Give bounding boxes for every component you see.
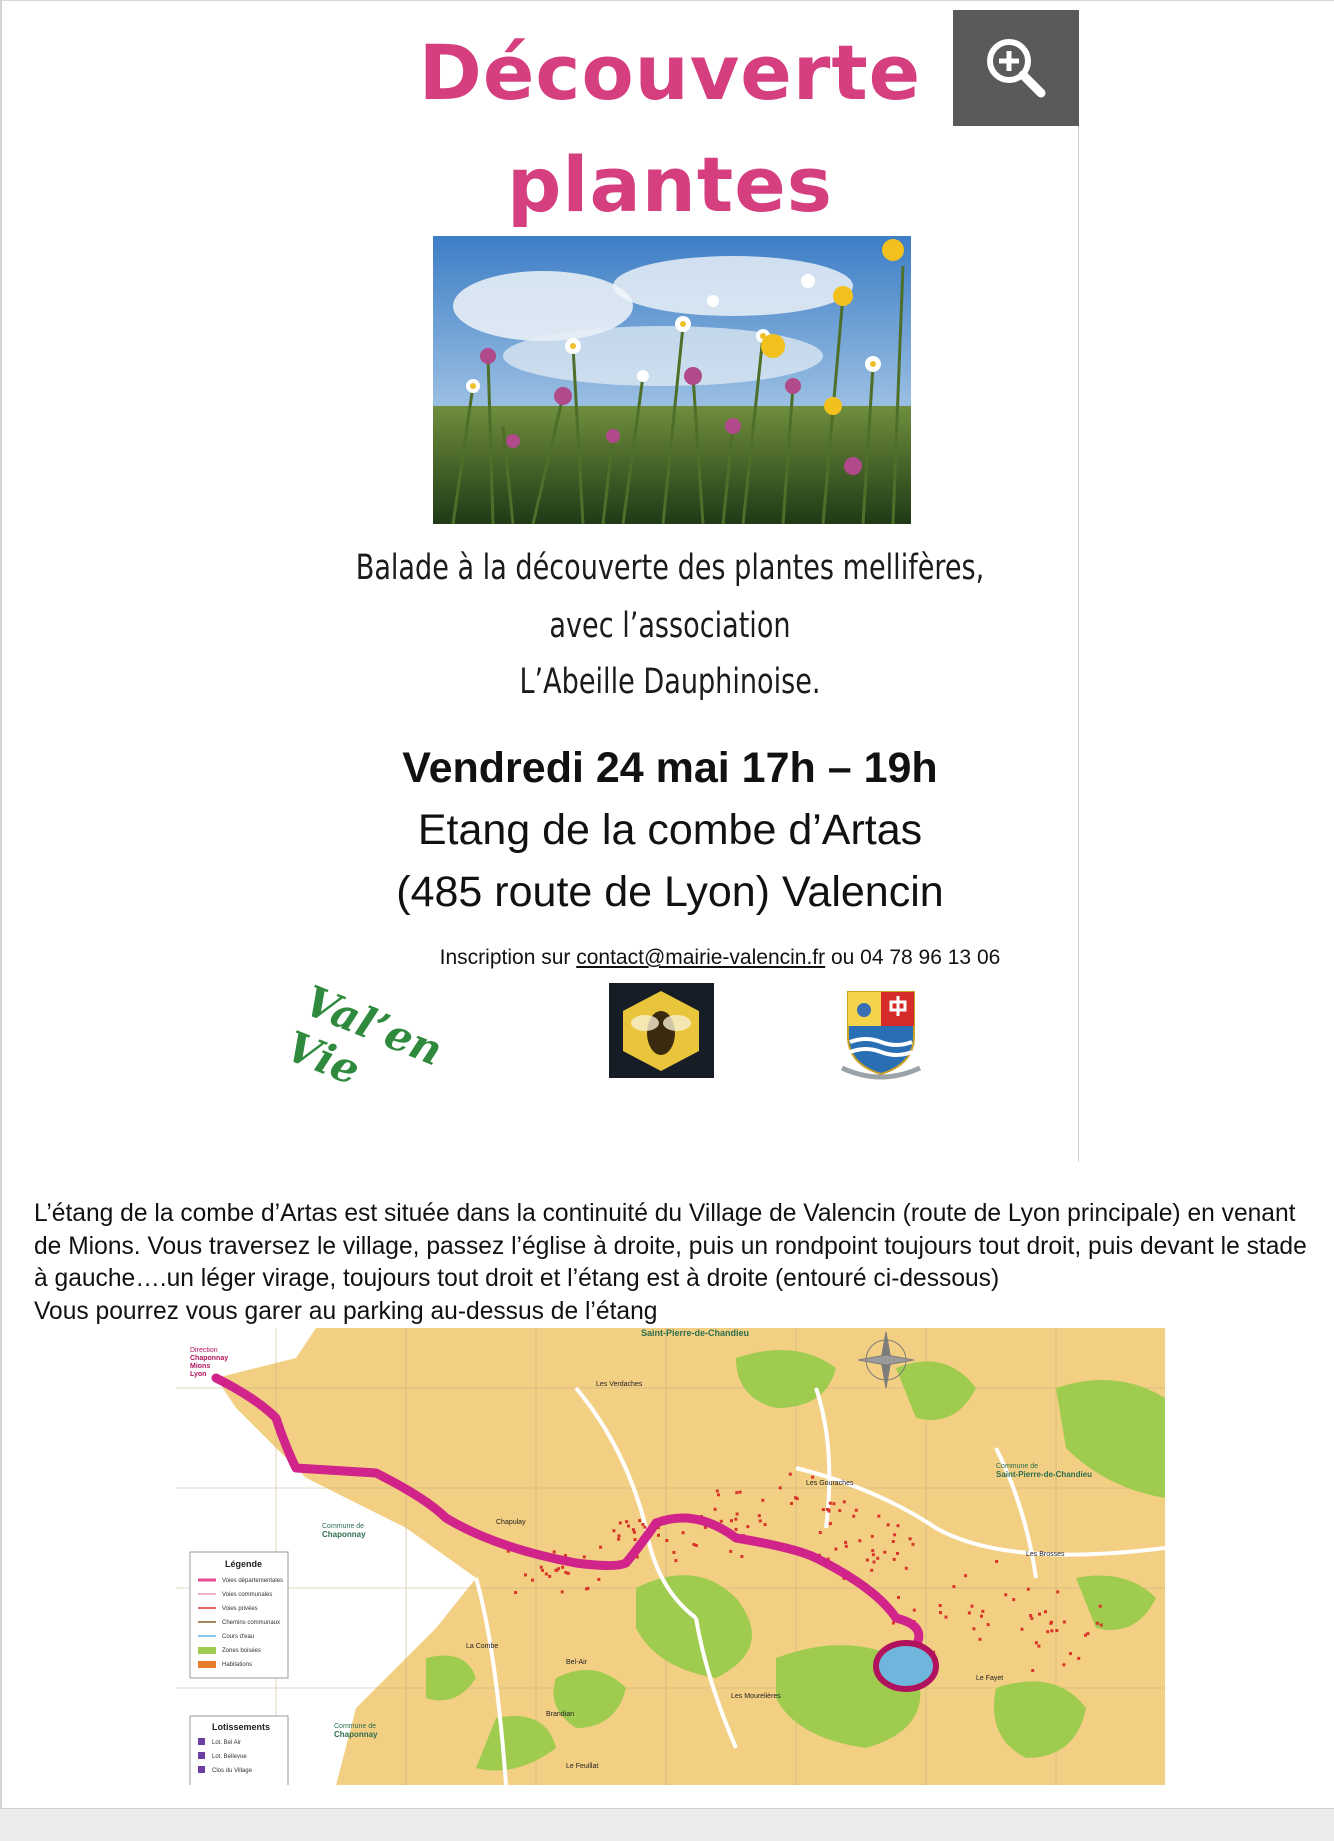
map-house-marker	[834, 1548, 837, 1551]
map-house-marker	[761, 1499, 764, 1502]
map-house-marker	[514, 1591, 517, 1594]
map-house-marker	[829, 1522, 832, 1525]
map-house-marker	[665, 1539, 668, 1542]
poster-description-line-2: avec l’association	[549, 606, 791, 646]
map-place-bel-air: Bel-Air	[566, 1659, 588, 1666]
map-house-marker	[597, 1578, 600, 1581]
map-place-les-verdaches: Les Verdaches	[596, 1381, 643, 1388]
map-house-marker	[987, 1623, 990, 1626]
val-en-vie-logo: Val’en Vie	[279, 976, 450, 1095]
map-lotissements-title: Lotissements	[212, 1722, 271, 1732]
map-house-marker	[672, 1551, 675, 1554]
map-house-marker	[981, 1610, 984, 1613]
map-lotissement-marker	[198, 1752, 205, 1759]
abeille-dauphinoise-logo	[609, 983, 714, 1078]
poster-right-edge	[1078, 10, 1079, 1162]
map-house-marker	[764, 1523, 767, 1526]
window-bottom-bar	[0, 1808, 1334, 1841]
map-house-marker	[980, 1615, 983, 1618]
map-lotissement-item: Clos du Village	[212, 1768, 252, 1774]
map-commune-right-label: Commune de	[996, 1463, 1039, 1470]
map-house-marker	[627, 1525, 630, 1528]
map-house-marker	[642, 1523, 645, 1526]
map-place-la-combe: La Combe	[466, 1643, 499, 1650]
map-house-marker	[897, 1524, 900, 1527]
map-house-marker	[541, 1569, 544, 1572]
map-house-marker	[855, 1509, 858, 1512]
map-house-marker	[734, 1518, 737, 1521]
map-house-marker	[1004, 1593, 1007, 1596]
map-house-marker	[735, 1528, 738, 1531]
map-house-marker	[979, 1638, 982, 1641]
map-house-marker	[873, 1561, 876, 1564]
map-house-marker	[887, 1523, 890, 1526]
map-house-marker	[819, 1531, 822, 1534]
map-house-marker	[971, 1605, 974, 1608]
map-house-marker	[736, 1513, 739, 1516]
map-legend-swatch	[198, 1647, 216, 1654]
directions-paragraph: L’étang de la combe d’Artas est située dans la continuité du Village de Valencin (route de Lyon principale) en venant de Mions. Vous traversez le village, passez l’église à droite, puis un rondpoint toujours tout droit, puis devant le stade à gauche….un léger virage, toujours tout droit et l’étang est à droite (entouré ci-dessous)	[34, 1200, 1307, 1292]
map-house-marker	[972, 1627, 975, 1630]
map-house-marker	[633, 1531, 636, 1534]
map-house-marker	[1055, 1629, 1058, 1632]
map-legend-item: Voies privées	[222, 1606, 258, 1612]
map-house-marker	[758, 1514, 761, 1517]
map-house-marker	[871, 1535, 874, 1538]
map-house-marker	[730, 1519, 733, 1522]
map-house-marker	[995, 1560, 998, 1563]
map-house-marker	[945, 1616, 948, 1619]
map-legend-item: Cours d'eau	[222, 1634, 255, 1640]
map-house-marker	[1050, 1629, 1053, 1632]
map-house-marker	[531, 1579, 534, 1582]
map-house-marker	[1063, 1621, 1066, 1624]
directions-text	[34, 1198, 1314, 1328]
map-house-marker	[739, 1491, 742, 1494]
map-house-marker	[1046, 1630, 1049, 1633]
map-house-marker	[905, 1567, 908, 1570]
map-house-marker	[1056, 1590, 1059, 1593]
map-house-marker	[909, 1537, 912, 1540]
map-house-marker	[893, 1533, 896, 1536]
valencin-coat-of-arms	[836, 986, 926, 1082]
map-house-marker	[877, 1515, 880, 1518]
window-top-border	[0, 0, 1334, 1]
inscription-phone: ou 04 78 96 13 06	[825, 946, 1001, 969]
map-house-marker	[952, 1585, 955, 1588]
map-house-marker	[1069, 1652, 1072, 1655]
map-house-marker	[567, 1572, 570, 1575]
map-direction-place-3: Lyon	[190, 1371, 207, 1378]
map-legend-swatch	[198, 1661, 216, 1668]
map-house-marker	[634, 1538, 637, 1541]
parking-paragraph: Vous pourrez vous garer au parking au-dessus de l’étang	[34, 1297, 658, 1325]
event-date: Vendredi 24 mai 17h – 19h	[402, 744, 938, 792]
map-house-marker	[1062, 1663, 1065, 1666]
map-house-marker	[838, 1509, 841, 1512]
map-commune-right: Saint-Pierre-de-Chandieu	[996, 1470, 1093, 1479]
map-house-marker	[714, 1508, 717, 1511]
map-house-marker	[717, 1493, 720, 1496]
valencin-map	[176, 1328, 1165, 1785]
map-house-marker	[599, 1546, 602, 1549]
poster-description-line-3: L’Abeille Dauphinoise.	[519, 662, 821, 702]
map-house-marker	[729, 1550, 732, 1553]
map-house-marker	[1038, 1613, 1041, 1616]
map-legend-title: Légende	[225, 1559, 263, 1569]
map-commune-bottom: Chaponnay	[334, 1730, 378, 1739]
map-house-marker	[585, 1587, 588, 1590]
map-house-marker	[893, 1558, 896, 1561]
map-house-marker	[883, 1551, 886, 1554]
map-house-marker	[843, 1500, 846, 1503]
map-house-marker	[735, 1491, 738, 1494]
map-lotissement-marker	[198, 1738, 205, 1745]
map-house-marker	[844, 1541, 847, 1544]
map-house-marker	[553, 1550, 556, 1553]
map-house-marker	[644, 1526, 647, 1529]
map-house-marker	[1030, 1617, 1033, 1620]
map-house-marker	[939, 1604, 942, 1607]
map-house-marker	[625, 1520, 628, 1523]
map-house-marker	[1050, 1621, 1053, 1624]
map-house-marker	[746, 1525, 749, 1528]
map-house-marker	[561, 1566, 564, 1569]
map-house-marker	[540, 1566, 543, 1569]
contact-email-link[interactable]: contact@mairie-valencin.fr	[576, 946, 826, 969]
map-house-marker	[759, 1519, 762, 1522]
map-place-les-gouraches: Les Gouraches	[806, 1480, 854, 1487]
map-house-marker	[1037, 1645, 1040, 1648]
map-house-marker	[1031, 1669, 1034, 1672]
map-lotissement-item: Lot. Bel Air	[212, 1740, 242, 1746]
event-address: (485 route de Lyon) Valencin	[396, 868, 944, 916]
map-house-marker	[826, 1508, 829, 1511]
map-lotissement-item: Lot. Bellevue	[212, 1754, 247, 1760]
map-house-marker	[790, 1502, 793, 1505]
map-legend-item: Zones boisées	[222, 1648, 262, 1654]
map-house-marker	[829, 1502, 832, 1505]
map-house-marker	[720, 1520, 723, 1523]
map-place-le-feuillat: Le Feuillat	[566, 1763, 599, 1770]
map-house-marker	[896, 1552, 899, 1555]
map-house-marker	[524, 1573, 527, 1576]
map-house-marker	[638, 1519, 641, 1522]
map-house-marker	[872, 1553, 875, 1556]
map-house-marker	[618, 1534, 621, 1537]
map-house-marker	[779, 1486, 782, 1489]
map-house-marker	[845, 1545, 848, 1548]
map-place-chapulay: Chapulay	[496, 1519, 526, 1526]
map-house-marker	[1099, 1605, 1102, 1608]
map-commune-left-label: Commune de	[322, 1523, 365, 1530]
map-commune-top: Saint-Pierre-de-Chandieu	[641, 1328, 750, 1338]
map-house-marker	[619, 1522, 622, 1525]
flower-meadow-photo	[433, 236, 911, 524]
map-legend-item: Habitations	[222, 1662, 253, 1668]
map-house-marker	[583, 1555, 586, 1558]
map-house-marker	[740, 1555, 743, 1558]
map-house-marker	[674, 1559, 677, 1562]
map-house-marker	[913, 1609, 916, 1612]
map-direction-place-1: Chaponnay	[190, 1355, 229, 1362]
map-house-marker	[1035, 1641, 1038, 1644]
map-legend	[190, 1552, 288, 1678]
map-house-marker	[1086, 1632, 1089, 1635]
map-house-marker	[811, 1476, 814, 1479]
map-house-marker	[1077, 1657, 1080, 1660]
event-place: Etang de la combe d’Artas	[417, 806, 923, 854]
inscription-prefix: Inscription sur	[439, 946, 577, 969]
map-place-le-fayet: Le Fayet	[976, 1675, 1004, 1682]
map-house-marker	[1044, 1610, 1047, 1613]
map-place-brandian: Brandian	[546, 1711, 575, 1718]
map-house-marker	[822, 1508, 825, 1511]
map-legend-item: Voies départementales	[222, 1578, 284, 1584]
map-house-marker	[561, 1590, 564, 1593]
map-house-marker	[871, 1549, 874, 1552]
map-commune-bottom-label: Commune de	[334, 1723, 377, 1730]
map-house-marker	[545, 1573, 548, 1576]
map-house-marker	[1100, 1624, 1103, 1627]
map-house-marker	[657, 1534, 660, 1537]
map-house-marker	[682, 1531, 685, 1534]
map-house-marker	[716, 1490, 719, 1493]
map-house-marker	[892, 1540, 895, 1543]
map-house-marker	[1029, 1614, 1032, 1617]
map-house-marker	[876, 1557, 879, 1560]
map-house-marker	[897, 1596, 900, 1599]
map-house-marker	[852, 1515, 855, 1518]
map-place-les-brosses: Les Brosses	[1026, 1551, 1065, 1558]
map-house-marker	[912, 1543, 915, 1546]
map-house-marker	[832, 1502, 835, 1505]
poster-title-line-2: plantes	[507, 140, 833, 229]
map-house-marker	[1021, 1628, 1024, 1631]
map-house-marker	[1096, 1622, 1099, 1625]
map-house-marker	[968, 1611, 971, 1614]
map-lotissements	[190, 1716, 288, 1785]
poster-description-line-1: Balade à la découverte des plantes mellifères,	[355, 548, 985, 588]
inscription-line	[380, 946, 1060, 970]
map-house-marker	[1027, 1588, 1030, 1591]
map-house-marker	[858, 1539, 861, 1542]
map-house-marker	[964, 1574, 967, 1577]
map-house-marker	[548, 1575, 551, 1578]
map-lotissement-marker	[198, 1766, 205, 1773]
map-house-marker	[939, 1611, 942, 1614]
map-house-marker	[632, 1528, 635, 1531]
map-house-marker	[695, 1544, 698, 1547]
map-direction-place-2: Mions	[190, 1363, 211, 1370]
map-commune-left: Chaponnay	[322, 1530, 366, 1539]
window-left-border	[0, 0, 2, 1840]
map-house-marker	[612, 1529, 615, 1532]
map-house-marker	[1012, 1598, 1015, 1601]
map-direction-label: Direction	[190, 1347, 218, 1354]
map-house-marker	[794, 1496, 797, 1499]
map-legend-item: Chemins communaux	[222, 1620, 281, 1626]
map-house-marker	[789, 1473, 792, 1476]
poster-title-line-1: Découverte	[418, 28, 922, 117]
map-place-les-mourelieres: Les Mourelières	[731, 1693, 781, 1700]
map-house-marker	[870, 1569, 873, 1572]
map-legend-item: Voies communales	[222, 1592, 273, 1598]
map-house-marker	[866, 1559, 869, 1562]
map-house-marker	[617, 1538, 620, 1541]
map-house-marker	[557, 1567, 560, 1570]
